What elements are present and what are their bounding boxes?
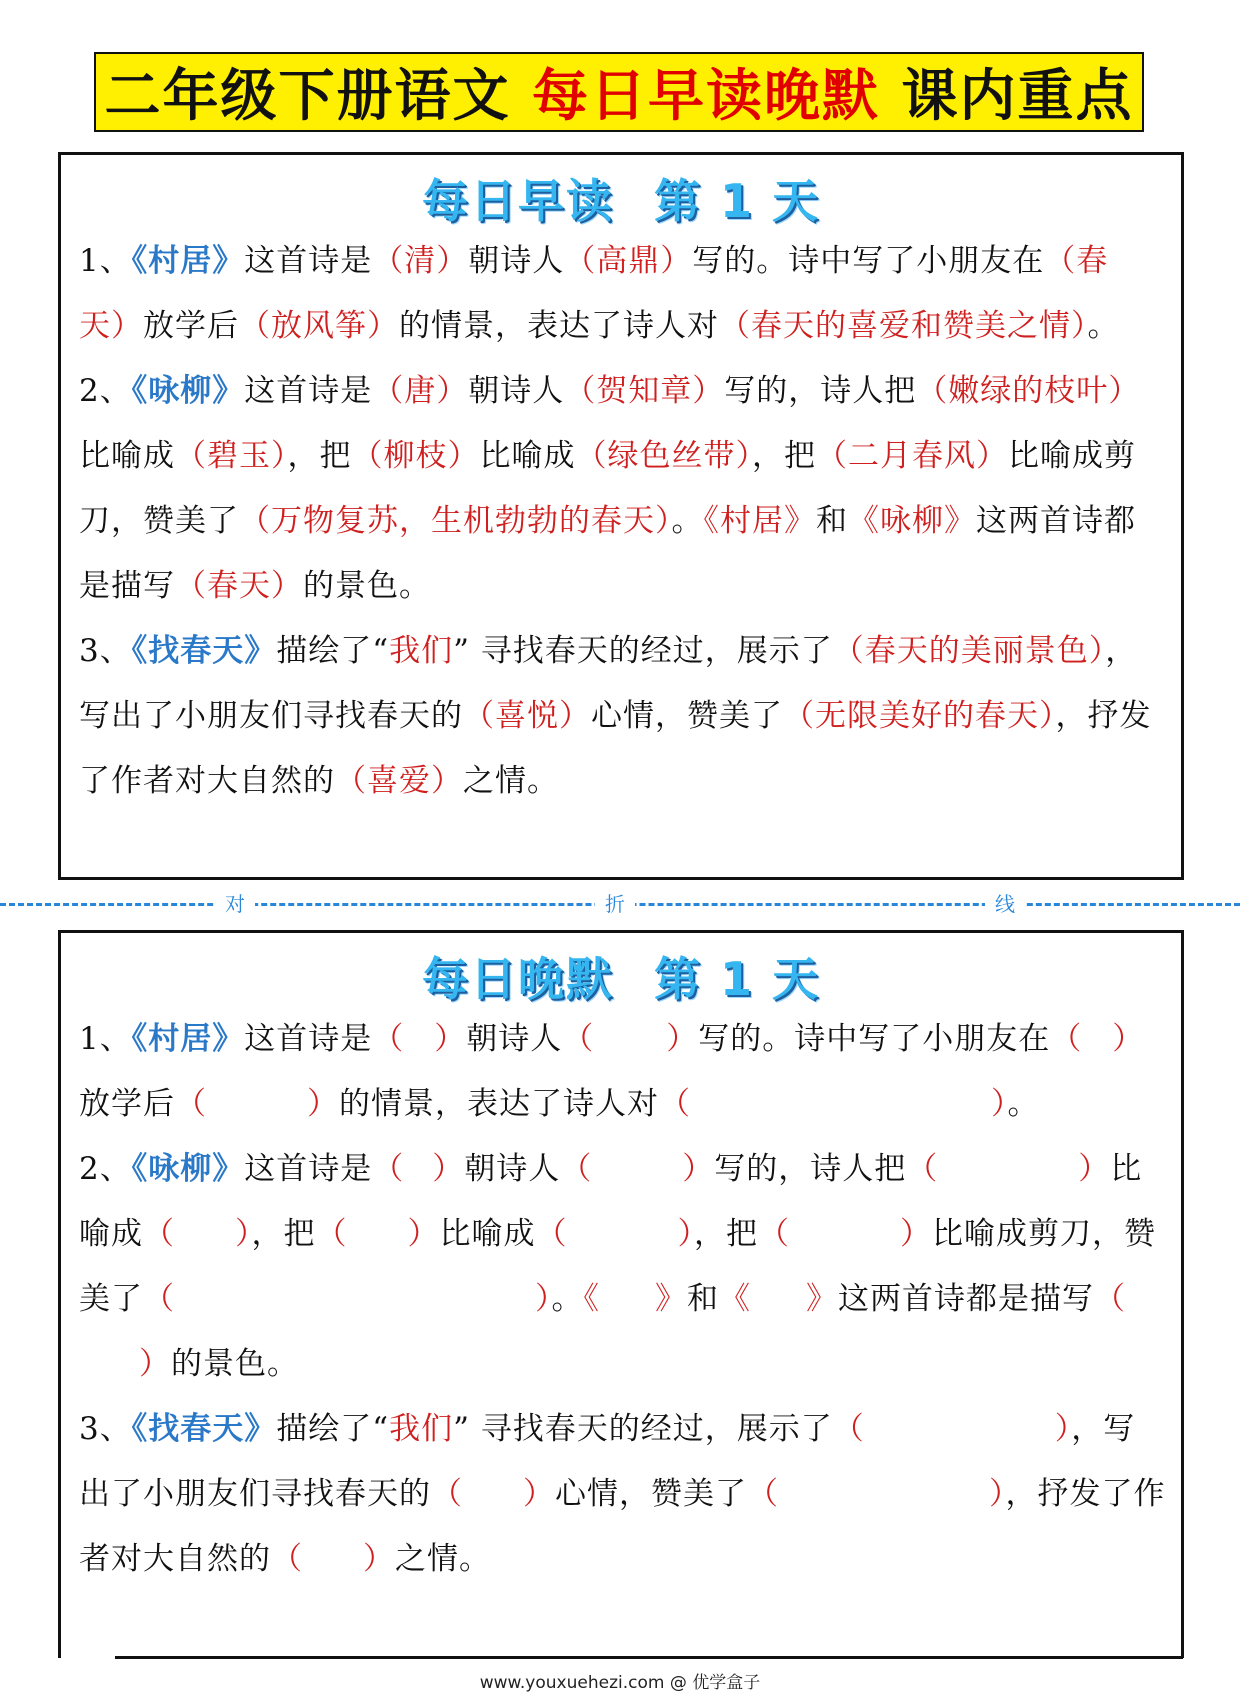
fold-label-3: 线 (985, 888, 1025, 917)
text: 和 (816, 503, 848, 539)
text: 描绘了“ (276, 1411, 390, 1447)
text: 朝诗人 (468, 373, 565, 409)
text: 。 (1087, 308, 1120, 344)
text: 的情景，表达了诗人对 (339, 1086, 659, 1122)
text: 。 (551, 1281, 584, 1317)
text: ，抒发了作者对大自然的 (79, 1476, 1166, 1577)
answer: 绿色丝带 (607, 438, 736, 474)
text: 之情。 (395, 1541, 491, 1577)
text: 比喻成 (439, 1216, 536, 1252)
text: 比喻成 (79, 438, 175, 474)
question-2: 2、《咏柳》这首诗是（ ）朝诗人（ ）写的，诗人把（ ）比喻成（ ），把（ ）比喻成（ ），把（ ）比喻成剪刀，赞美了（ ）。《 》和《 》这两首诗都是描写（）的景色。 (79, 1151, 1156, 1382)
footer-watermark: www.youxuehezi.com @ 优学盒子 (479, 1673, 761, 1693)
answer: 无限美好的春天 (815, 698, 1039, 734)
text: 写的，诗人把 (714, 1151, 907, 1187)
answer: 清 (404, 243, 437, 279)
text: ，写出了小朋友们寻找春天的 (79, 633, 1138, 734)
text: 心情，赞美了 (555, 1476, 747, 1512)
text: 这首诗是 (244, 373, 373, 409)
morning-heading-day: 第 1 天 (653, 174, 821, 228)
text: 这首诗是 (244, 243, 373, 279)
text: 这两首诗都是描写 (79, 503, 1136, 604)
text: 的景色。 (303, 568, 431, 604)
answer: 我们 (389, 1411, 454, 1447)
text: 朝诗人 (468, 243, 565, 279)
answer: 春天的喜爱和赞美之情 (751, 308, 1071, 344)
banner-key-points: 课内重点 (880, 64, 1134, 129)
answer: 《咏柳》 (848, 503, 976, 539)
text: ，把 (694, 1216, 758, 1252)
answer: 贺知章 (596, 373, 693, 409)
evening-dictation-card (58, 930, 1184, 1658)
evening-heading (61, 943, 1181, 1009)
text: 放学后 (143, 308, 239, 344)
answer: 喜悦 (495, 698, 559, 734)
question-number: 3、 (79, 1411, 132, 1447)
poem-title: 《村居》 (131, 1021, 245, 1057)
text: 。 (1007, 1086, 1040, 1122)
answer: 唐 (404, 373, 437, 409)
evening-heading-day: 第 1 天 (653, 952, 821, 1006)
fold-label-2: 折 (595, 888, 635, 917)
text: ，抒发了作者对大自然的 (79, 698, 1152, 799)
text: 写的。诗中写了小朋友在 (692, 243, 1045, 279)
text: 。 (671, 503, 704, 539)
answer: 春天 (79, 243, 1109, 344)
answer: 《村居》 (703, 503, 816, 539)
answer: 碧玉 (207, 438, 271, 474)
text: 朝诗人 (466, 1021, 563, 1057)
answer: 喜爱 (367, 763, 431, 799)
poem-title: 《找春天》 (131, 633, 277, 669)
question-number: 2、 (79, 1151, 132, 1187)
answer: 春天的美丽景色 (864, 633, 1089, 669)
text: 朝诗人 (464, 1151, 561, 1187)
text: ” 寻找春天的经过，展示了 (453, 633, 833, 669)
poem-title: 《咏柳》 (131, 373, 245, 409)
text: 比喻成剪刀，赞美了 (79, 1216, 1156, 1317)
text: 描绘了“ (276, 633, 390, 669)
poem-title: 《村居》 (131, 243, 245, 279)
question-2: 2、《咏柳》这首诗是（唐）朝诗人（贺知章）写的，诗人把（嫩绿的枝叶）比喻成（碧玉），把（柳枝）比喻成（绿色丝带），把（二月春风）比喻成剪刀，赞美了（万物复苏，生机勃勃的春天）。《村居》和《咏柳》这两首诗都是描写（春天）的景色。 (79, 373, 1141, 604)
fold-label-1: 对 (215, 888, 255, 917)
text: ，把 (287, 438, 352, 474)
text: 写的。诗中写了小朋友在 (698, 1021, 1051, 1057)
text: 心情，赞美了 (591, 698, 783, 734)
bottom-rule (115, 1656, 1183, 1659)
text: 的情景，表达了诗人对 (399, 308, 719, 344)
morning-heading-label: 每日早读 (421, 174, 614, 228)
evening-content (79, 1007, 1167, 1592)
text: 这两首诗都是描写 (838, 1281, 1094, 1317)
banner-daily-title: 每日早读晚默 (532, 64, 880, 129)
question-3: 3、《找春天》描绘了“我们” 寻找春天的经过，展示了（ ），写出了小朋友们寻找春天的（ ）心情，赞美了（ ），抒发了作者对大自然的（ ）之情。 (79, 1411, 1166, 1577)
answer: 嫩绿的枝叶 (948, 373, 1109, 409)
answer: 高鼎 (596, 243, 661, 279)
question-1: 1、《村居》这首诗是（清）朝诗人（高鼎）写的。诗中写了小朋友在（春天）放学后（放风筝）的情景，表达了诗人对（春天的喜爱和赞美之情）。 (79, 243, 1120, 344)
answer: 放风筝 (271, 308, 367, 344)
answer: 柳枝 (383, 438, 448, 474)
question-number: 3、 (79, 633, 132, 669)
question-number: 1、 (79, 243, 132, 279)
banner-grade-title: 二年级下册语文 (104, 64, 532, 129)
text: 和 (687, 1281, 719, 1317)
morning-reading-card (58, 152, 1184, 880)
text: 比喻成 (479, 438, 576, 474)
text: 之情。 (463, 763, 559, 799)
question-number: 1、 (79, 1021, 132, 1057)
poem-title: 《咏柳》 (131, 1151, 245, 1187)
question-1: 1、《村居》这首诗是（ ）朝诗人（ ）写的。诗中写了小朋友在（ ）放学后（ ）的情景，表达了诗人对（ ）。 (79, 1021, 1145, 1122)
answer: 二月春风 (848, 438, 976, 474)
text: 写的，诗人把 (724, 373, 917, 409)
text: ，把 (251, 1216, 316, 1252)
answer: 万物复苏，生机勃勃的春天 (271, 503, 655, 539)
text: 比喻成 (79, 1151, 1143, 1252)
text: ，写出了小朋友们寻找春天的 (79, 1411, 1136, 1512)
evening-heading-label: 每日晚默 (421, 952, 614, 1006)
text: ” 寻找春天的经过，展示了 (453, 1411, 833, 1447)
question-number: 2、 (79, 373, 132, 409)
question-3: 3、《找春天》描绘了“我们” 寻找春天的经过，展示了（春天的美丽景色），写出了小朋友们寻找春天的（喜悦）心情，赞美了（无限美好的春天），抒发了作者对大自然的（喜爱）之情。 (79, 633, 1152, 799)
text: 的景色。 (171, 1346, 299, 1382)
page-banner (94, 52, 1144, 132)
text: 这首诗是 (244, 1151, 373, 1187)
text: ，把 (752, 438, 816, 474)
poem-title: 《找春天》 (131, 1411, 277, 1447)
text: 比喻成剪刀，赞美了 (79, 438, 1136, 539)
morning-content (79, 229, 1167, 814)
morning-heading (61, 165, 1181, 231)
answer: 春天 (207, 568, 271, 604)
text: 放学后 (79, 1086, 175, 1122)
text: 这首诗是 (244, 1021, 373, 1057)
answer: 我们 (389, 633, 454, 669)
